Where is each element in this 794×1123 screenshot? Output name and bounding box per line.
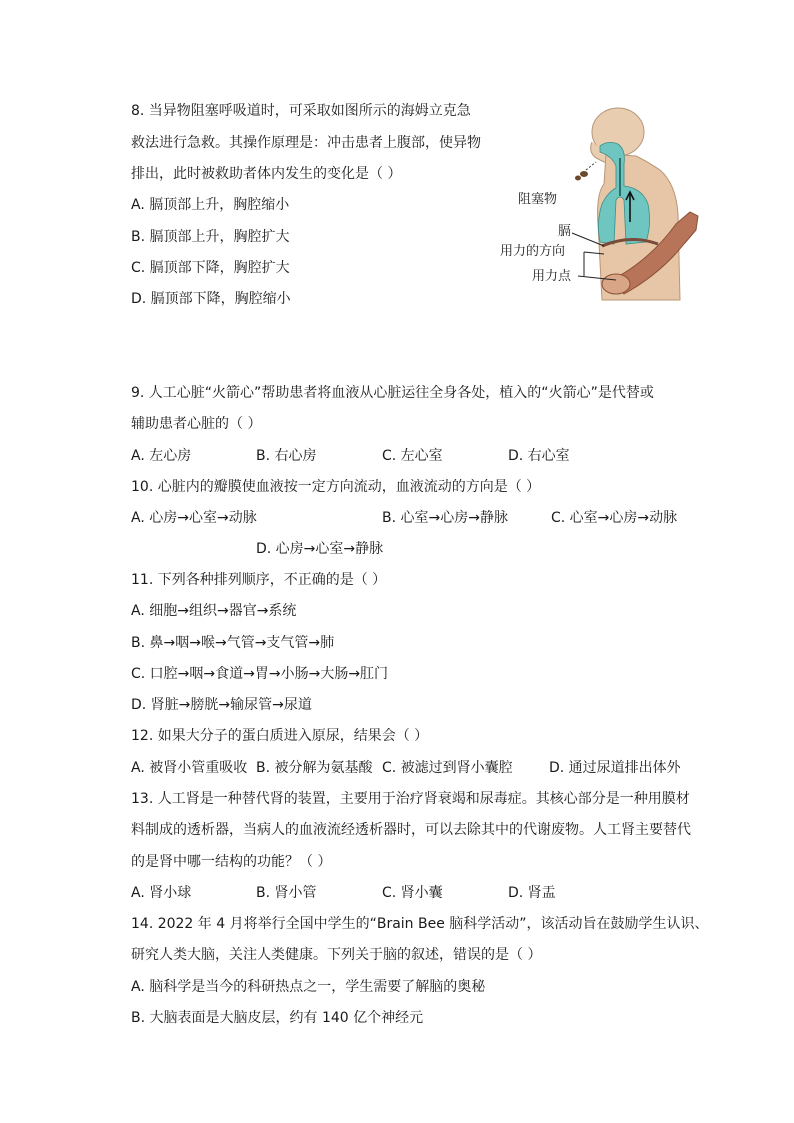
q8-line-2: 救法进行急救。其操作原理是：冲击患者上腹部，使异物 — [131, 135, 481, 151]
q9-option-b: B. 右心房 — [256, 448, 317, 464]
q13-line-3: 的是肾中哪一结构的功能？（ ） — [131, 854, 332, 870]
label-force-direction: 用力的方向 — [500, 244, 566, 259]
q9-line-1: 9. 人工心脏“火箭心”帮助患者将血液从心脏运往全身各处，植入的“火箭心”是代替或 — [131, 385, 654, 401]
label-diaphragm: 膈 — [558, 224, 572, 239]
q12-option-c: C. 被滤过到肾小囊腔 — [382, 760, 513, 776]
q13-option-b: B. 肾小管 — [256, 885, 317, 901]
q12-line-1: 12. 如果大分子的蛋白质进入原尿，结果会（ ） — [131, 728, 429, 744]
q14-line-1: 14. 2022 年 4 月将举行全国中学生的“Brain Bee 脑科学活动”，该活动旨在鼓励学生认识、 — [131, 916, 709, 932]
q14-line-2: 研究人类大脑，关注人类健康。下列关于脑的叙述，错误的是（ ） — [131, 947, 542, 963]
q9-option-a: A. 左心房 — [131, 448, 192, 464]
q13-line-2: 料制成的透析器，当病人的血液流经透析器时，可以去除其中的代谢废物。人工肾主要替代 — [131, 822, 691, 838]
q9-option-c: C. 左心室 — [382, 448, 443, 464]
q13-option-d: D. 肾盂 — [508, 885, 556, 901]
q8-option-c: C. 膈顶部下降，胸腔扩大 — [131, 260, 290, 276]
q8-option-a: A. 膈顶部上升，胸腔缩小 — [131, 197, 290, 213]
q11-option-b: B. 鼻→咽→喉→气管→支气管→肺 — [131, 635, 335, 651]
q10-line-1: 10. 心脏内的瓣膜使血液按一定方向流动，血液流动的方向是（ ） — [131, 479, 541, 495]
q8-option-d: D. 膈顶部下降，胸腔缩小 — [131, 291, 291, 307]
q13-line-1: 13. 人工肾是一种替代肾的装置，主要用于治疗肾衰竭和尿毒症。其核心部分是一种用膜材 — [131, 791, 690, 807]
q11-option-d: D. 肾脏→膀胱→输尿管→尿道 — [131, 697, 312, 713]
q10-option-a: A. 心房→心室→动脉 — [131, 510, 257, 526]
q12-option-b: B. 被分解为氨基酸 — [256, 760, 373, 776]
q14-option-b: B. 大脑表面是大脑皮层，约有 140 亿个神经元 — [131, 1010, 424, 1026]
q8-line-1: 8. 当异物阻塞呼吸道时，可采取如图所示的海姆立克急 — [131, 103, 471, 119]
q11-option-a: A. 细胞→组织→器官→系统 — [131, 603, 297, 619]
q10-option-c: C. 心室→心房→动脉 — [551, 510, 678, 526]
q12-option-a: A. 被肾小管重吸收 — [131, 760, 248, 776]
q12-option-d: D. 通过尿道排出体外 — [549, 760, 681, 776]
q13-option-a: A. 肾小球 — [131, 885, 192, 901]
label-obstruction: 阻塞物 — [518, 192, 558, 207]
q14-option-a: A. 脑科学是当今的科研热点之一，学生需要了解脑的奥秘 — [131, 979, 486, 995]
q9-option-d: D. 右心室 — [508, 448, 570, 464]
q10-option-b: B. 心室→心房→静脉 — [382, 510, 508, 526]
heimlich-figure — [500, 104, 700, 304]
q8-option-b: B. 膈顶部上升，胸腔扩大 — [131, 229, 290, 245]
q13-option-c: C. 肾小囊 — [382, 885, 443, 901]
label-force-point: 用力点 — [532, 269, 572, 284]
q11-line-1: 11. 下列各种排列顺序，不正确的是（ ） — [131, 572, 387, 588]
q8-line-3: 排出，此时被救助者体内发生的变化是（ ） — [131, 166, 402, 182]
q9-line-2: 辅助患者心脏的（ ） — [131, 416, 262, 432]
q11-option-c: C. 口腔→咽→食道→胃→小肠→大肠→肛门 — [131, 666, 389, 682]
q10-option-d: D. 心房→心室→静脉 — [256, 541, 384, 557]
